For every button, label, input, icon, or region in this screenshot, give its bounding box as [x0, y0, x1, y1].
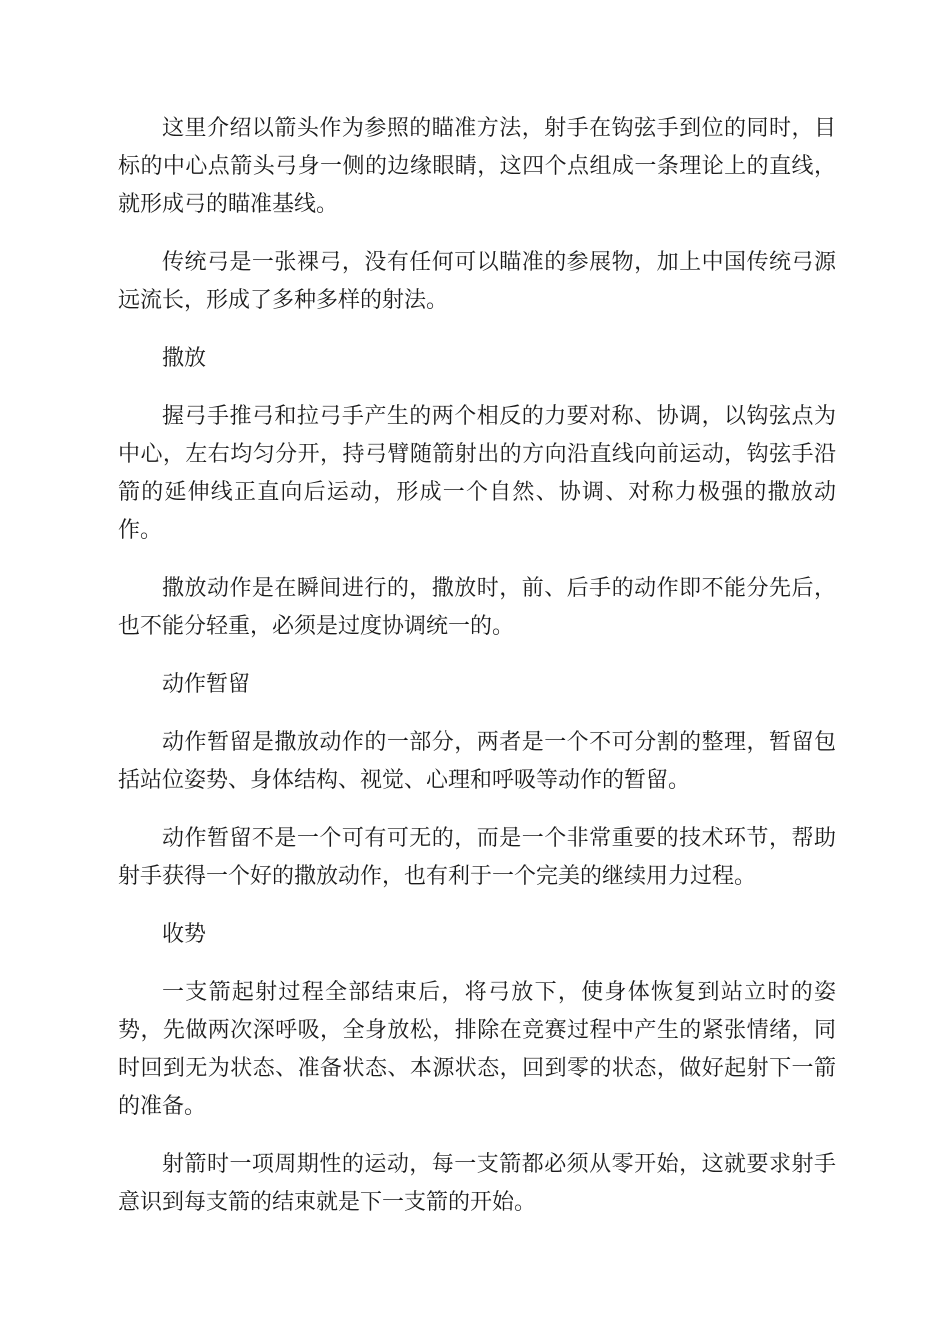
- document-page: [118, 110, 836, 1242]
- section-heading-follow-through: 动作暂留: [162, 672, 251, 697]
- section-heading-release: 撒放: [162, 346, 207, 371]
- paragraph-finish-recovery: 一支箭起射过程全部结束后，将弓放下，使身体恢复到站立时的姿势，先做两次深呼吸，全身放松，排除在竞赛过程中产生的紧张情绪，同时回到无为状态、准备状态、本源状态，回到零的状态，做好起射下一箭的准备。: [118, 980, 836, 1119]
- paragraph-traditional-bow: 传统弓是一张裸弓，没有任何可以瞄准的参展物，加上中国传统弓源远流长，形成了多种多样的射法。: [118, 250, 836, 313]
- paragraph-release-instant: 撒放动作是在瞬间进行的，撒放时，前、后手的动作即不能分先后，也不能分轻重，必须是过度协调统一的。: [118, 576, 836, 639]
- paragraph-aiming-method: 这里介绍以箭头作为参照的瞄准方法，射手在钩弦手到位的同时，目标的中心点箭头弓身一侧的边缘眼睛，这四个点组成一条理论上的直线，就形成弓的瞄准基线。: [118, 116, 836, 217]
- section-heading-finish: 收势: [162, 922, 207, 947]
- paragraph-release-forces: 握弓手推弓和拉弓手产生的两个相反的力要对称、协调，以钩弦点为中心，左右均匀分开，持弓臂随箭射出的方向沿直线向前运动，钩弦手沿箭的延伸线正直向后运动，形成一个自然、协调、对称力极强的撒放动作。: [118, 404, 836, 543]
- paragraph-finish-cycle: 射箭时一项周期性的运动，每一支箭都必须从零开始，这就要求射手意识到每支箭的结束就是下一支箭的开始。: [118, 1152, 836, 1215]
- paragraph-follow-through-importance: 动作暂留不是一个可有可无的，而是一个非常重要的技术环节，帮助射手获得一个好的撒放动作，也有利于一个完美的继续用力过程。: [118, 826, 836, 889]
- paragraph-follow-through-part: 动作暂留是撒放动作的一部分，两者是一个不可分割的整理，暂留包括站位姿势、身体结构、视觉、心理和呼吸等动作的暂留。: [118, 730, 836, 793]
